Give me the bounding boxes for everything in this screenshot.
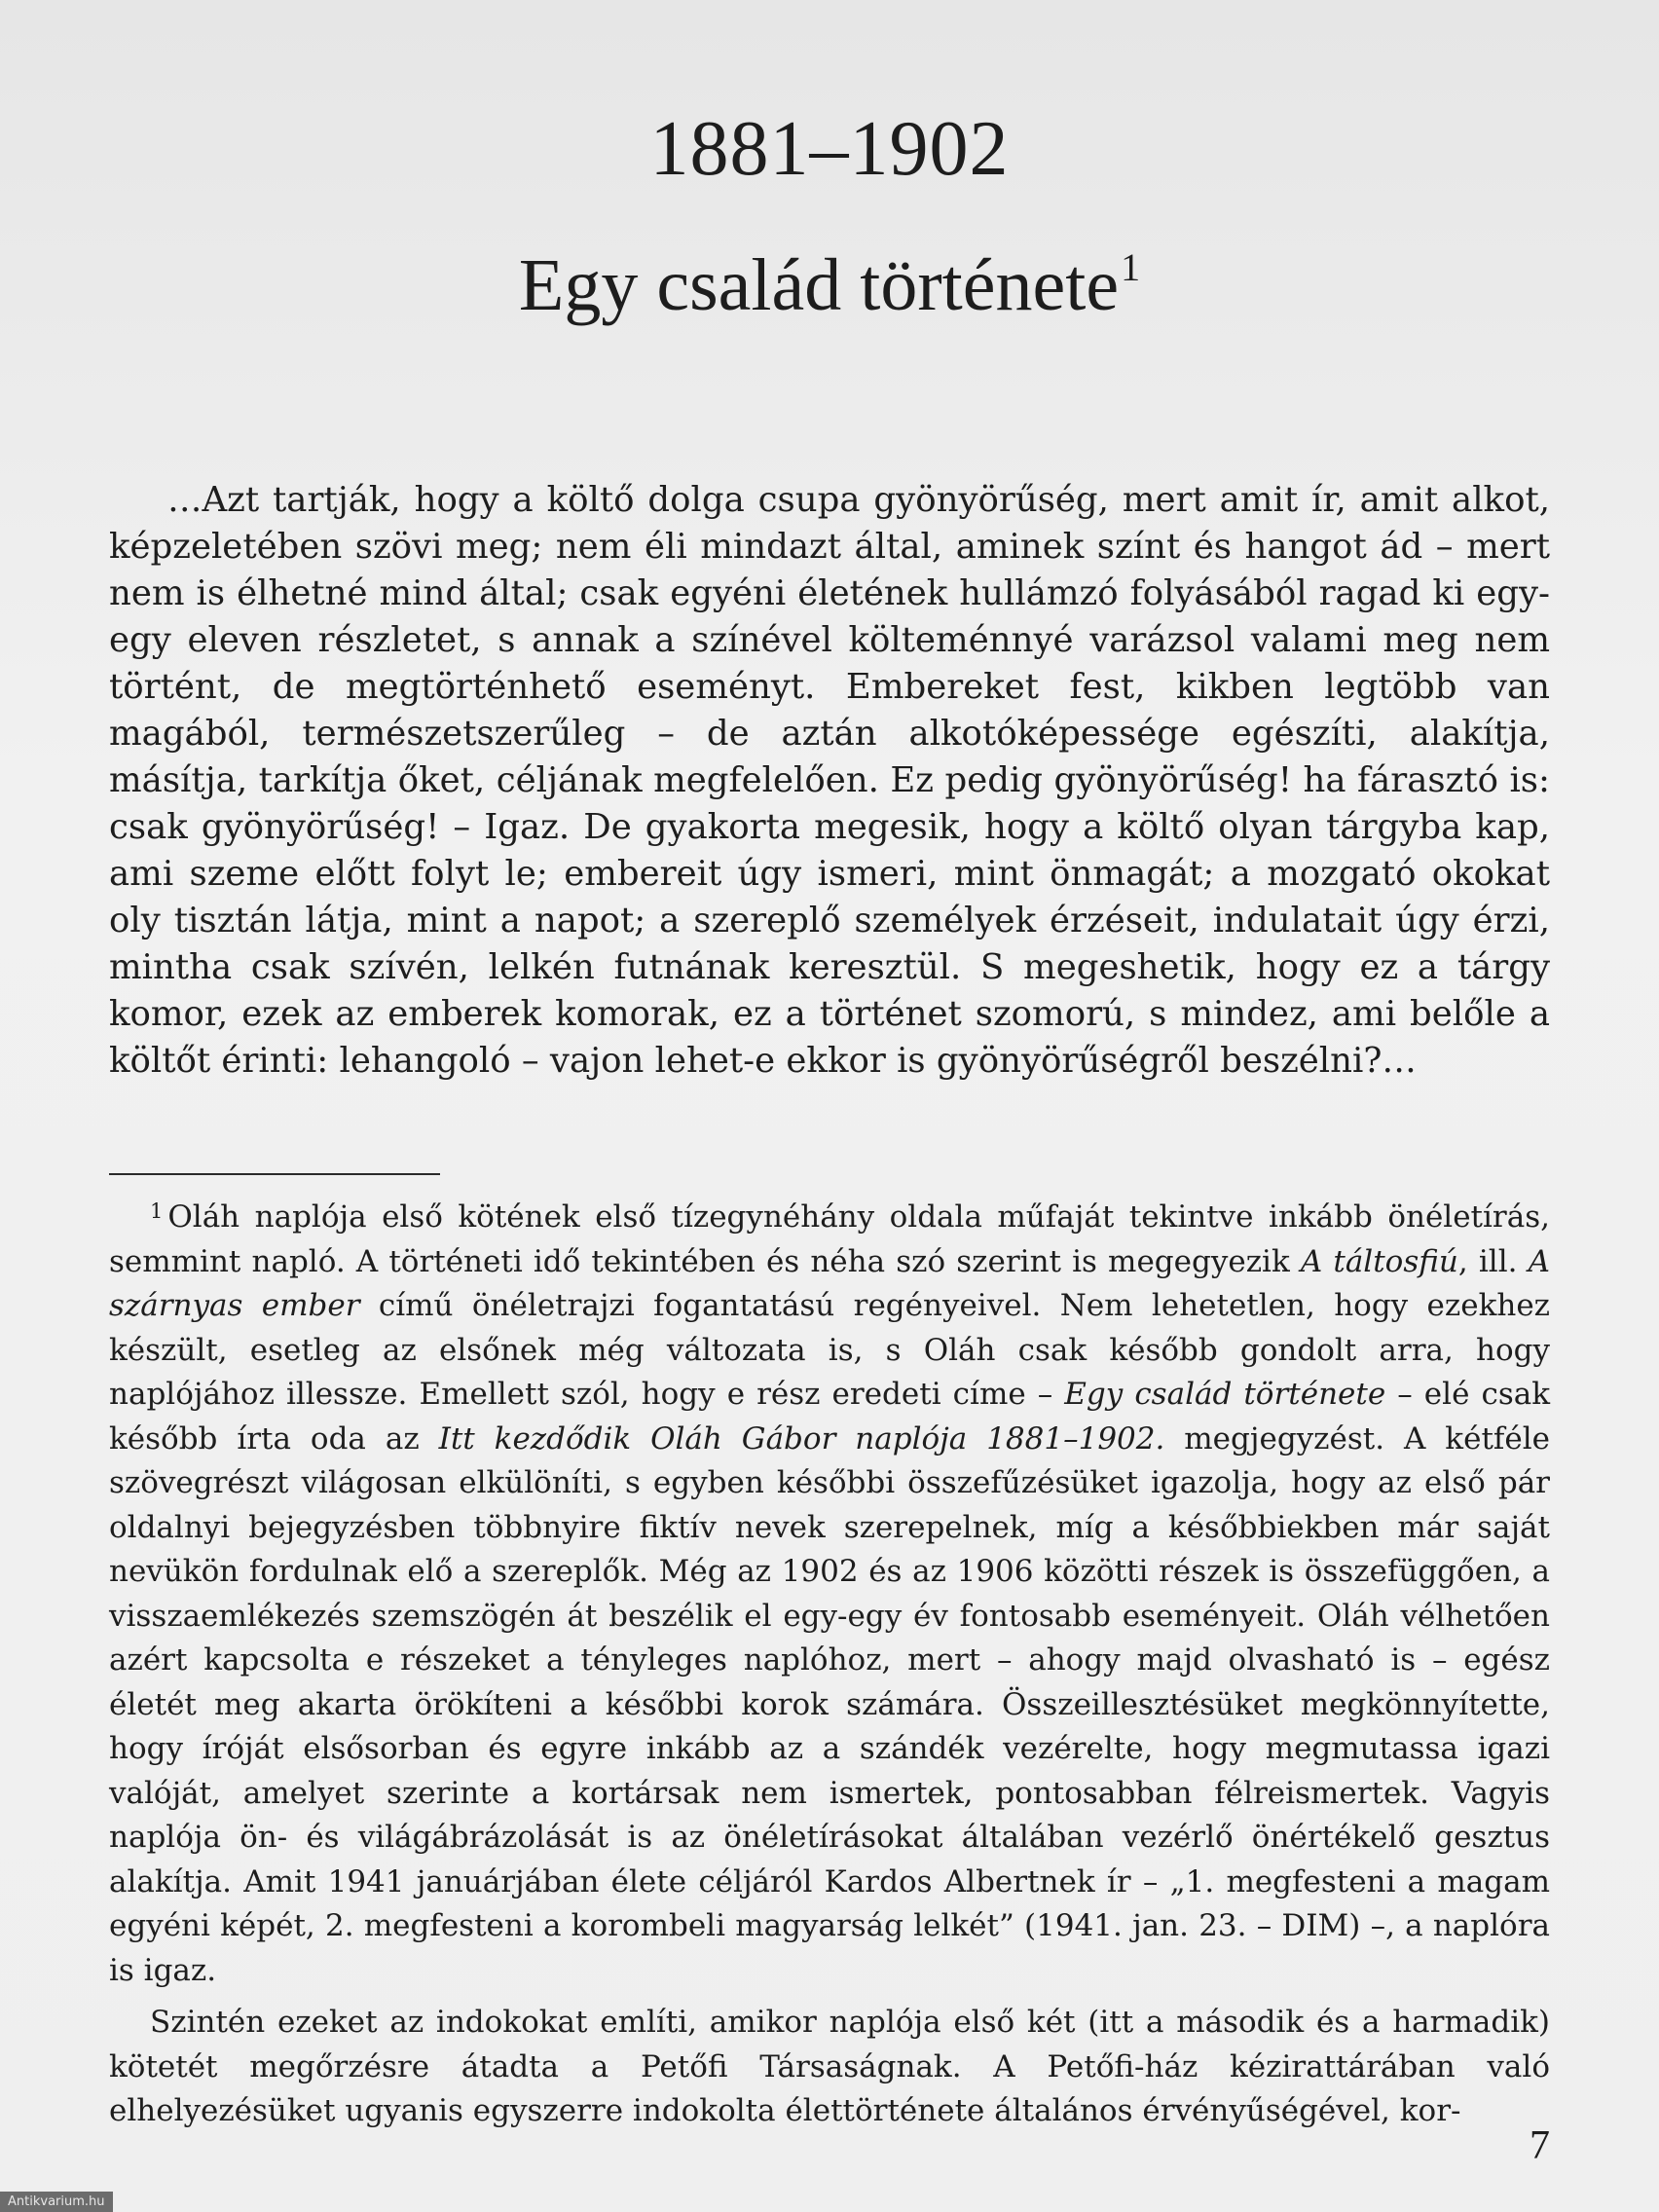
watermark: Antikvarium.hu <box>0 2192 113 2212</box>
footnote-reference: 1 <box>1121 245 1141 289</box>
main-paragraph-text: …Azt tartják, hogy a költő dolga csupa gyönyörűség, mert amit ír, amit alkot, képzeletében szövi meg; nem éli mindazt által, aminek színt és hangot ád – mert nem is élhetné mind által; csak egyéni életének hullámzó folyásából ragad ki egy-egy eleven részletet, s annak a színével költeménnyé varázsol valami meg nem történt, de megtörténhető eseményt. Embereket fest, kikben legtöbb van magából, természetszerűleg – de aztán alkotóképessége egészíti, alakítja, másítja, tarkítja őket, céljának megfelelően. Ez pedig gyönyörűség! ha fárasztó is: csak gyönyörűség! – Igaz. De gyakorta megesik, hogy a költő olyan tárgyba kap, ami szeme előtt folyt le; embereit úgy ismeri, mint önmagát; a mozgató okokat oly tisztán látja, mint a napot; a szereplő személyek érzéseit, indulatait úgy érzi, mintha csak szívén, lelkén futnának keresztül. S megeshetik, hogy ez a tárgy komor, ezek az emberek komorak, ez a történet szomorú, s mindez, ami belőle a költőt érinti: lehangoló – vajon lehet-e ekkor is gyönyörűségről beszélni?… <box>109 480 1550 1081</box>
footnote-paragraph-1: $^1$ Oláh naplója első kötének első tízegynéhány oldala műfaját tekintve inkább önéletírás, semmint napló. A történeti idő tekintében és néha szó szerint is megegyezik A táltosfiú, ill. A szárnyas ember című önéletrajzi fogantatású regényeivel. Nem lehetetlen, hogy ezekhez készült, esetleg az elsőnek még változata is, s Oláh csak később gondolt arra, hogy naplójához illessze. Emellett szól, hogy e rész eredeti címe – Egy család története – elé csak később írta oda az Itt kezdődik Oláh Gábor naplója 1881–1902. megjegyzést. A kétféle szövegrészt világosan elkülöníti, s egyben későbbi összefűzésüket igazolja, hogy az első pár oldalnyi bejegyzésben többnyire fiktív nevek szerepelnek, míg a későbbiekben már saját nevükön fordulnak elő a szereplők. Még az 1902 és az 1906 közötti részek is összefüggően, a visszaemlékezés szemszögén át beszélik el egy-egy év fontosabb eseményeit. Oláh vélhetően azért kapcsolta e részeket a tényleges naplóhoz, mert – ahogy majd olvasható is – egész életét meg akarta örökíteni a későbbi korok számára. Összeillesztésüket megkönnyítette, hogy íróját elsősorban és egyre inkább az a szándék vezérelte, hogy megmutassa igazi valóját, amelyet szerinte a kortársak nem ismertek, pontosabban félreismertek. Vagyis naplója ön- és világábrázolását is az önéletírásokat általában vezérlő önértékelő gesztus alakítja. Amit 1941 januárjában élete céljáról Kardos Albertnek ír – „1. megfesteni a magam egyéni képét, 2. megfesteni a korombeli magyarság lelkét” (1941. jan. 23. – DIM) –, a naplóra is igaz. <box>109 1199 1550 1988</box>
chapter-title <box>0 243 1659 328</box>
bleed-through-text <box>935 0 1659 458</box>
diary-heading-note: Itt kezdődik Oláh Gábor naplója 1881–1902. <box>438 1420 1165 1456</box>
footnote <box>109 1190 1550 2134</box>
footnote-paragraph-2: Szintén ezeket az indokokat említi, amikor naplója első két (itt a második és a harmadik) kötetét megőrzésre átadta a Petőfi Társaságnak. A Petőfi-ház kézirattárában való elhelyezésüket ugyanis egyszerre indokolta élettörténete általános érvényűségével, kor- <box>109 2005 1550 2128</box>
book-title: A táltosfiú <box>1300 1243 1458 1279</box>
footnote-divider <box>109 1173 440 1175</box>
footnote-number: 1 <box>150 1199 164 1223</box>
page-number: 7 <box>1530 2123 1550 2168</box>
main-paragraph <box>109 477 1550 1085</box>
chapter-title-text: Egy család története <box>518 244 1120 326</box>
book-title: A szárnyas ember <box>109 1243 1550 1323</box>
original-title: Egy család története <box>1064 1377 1386 1412</box>
chapter-years: 1881–1902 <box>649 106 1010 192</box>
